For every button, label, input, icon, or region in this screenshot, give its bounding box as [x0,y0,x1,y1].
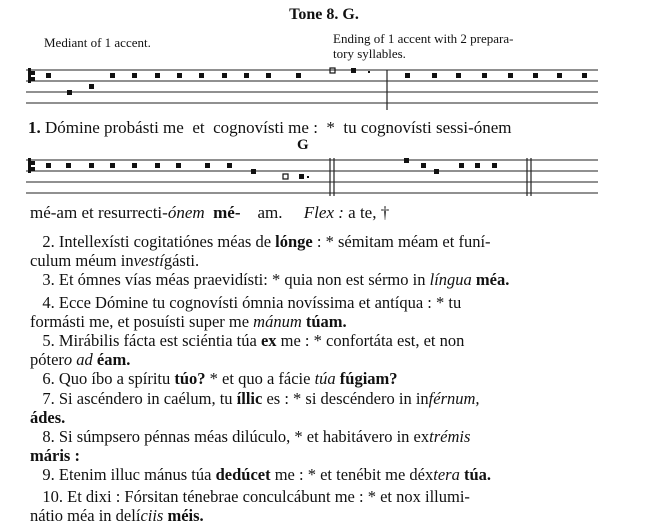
lyric-segment: ónem [473,118,512,137]
lyric-segment: cognovísti me : [213,118,318,137]
lyric-segment: * [326,118,335,137]
verse-9 [30,465,598,484]
verse-number: 3. [42,270,55,289]
verse-text: es : * si descéndero in in [262,389,429,408]
verse-5 [30,331,598,369]
page-title: Tone 8. G. [289,6,359,23]
verse-accent: túam. [305,312,347,331]
verse-text: gásti. [163,251,200,270]
flex-label: Flex : [303,203,344,222]
verse-accent: méa. [475,270,510,289]
lyric-segment: Dómine probásti me [45,118,184,137]
verse-4 [30,293,598,331]
lyric-segment: et [192,118,205,137]
verse-accent: méis. [167,506,204,525]
verse-number: 10. [42,487,63,506]
verse-text: Ecce Dómine tu cognovísti ómnia novíssima et antíqua : * tu [58,293,462,312]
verse-accent: éam. [96,350,131,369]
lyric-line-1 [28,118,512,138]
verse-preparatory: língua [429,270,472,289]
verse-text: póter [30,350,64,369]
lyric-line-2 [30,203,389,223]
verse-accent: ex [260,331,277,350]
verse-text: : * sémitam méam et funí- [312,232,491,251]
verse-text: Et ómnes vías méas praevidísti: * quia non est sérmo in [58,270,430,289]
verse-accent: túo? [174,369,206,388]
verse-text: formásti me, et posuísti super me [30,312,254,331]
chant-staff-2 [0,152,648,204]
verse-number: 1. [28,118,41,137]
verse-preparatory: o ad [63,350,93,369]
verse-preparatory: túa [314,369,336,388]
verse-accent: íllic [236,389,263,408]
verse-text: Si ascéndero in caélum, tu [58,389,237,408]
verse-text: me : * confortáta est, et non [276,331,465,350]
verse-text: Mirábilis fácta est sciéntia túa [58,331,261,350]
verse-number: 9. [42,465,55,484]
verse-number: 5. [42,331,55,350]
lyric-segment: ónem [167,203,205,222]
verse-accent: máris : [30,446,80,465]
verse-accent: túa. [463,465,492,484]
neumes-2 [46,158,497,179]
verse-accent: fúgiam? [339,369,398,388]
ending-heading-line2: tory syllables. [333,46,406,61]
verse-preparatory: férnum, [428,389,480,408]
verse-preparatory: tera [433,465,460,484]
chant-staff-1 [0,62,648,114]
verse-number: 6. [42,369,55,388]
verse-accent: lónge [275,232,313,251]
verse-number: 2. [42,232,55,251]
verse-text: Intellexísti cogitatiónes méas de [58,232,276,251]
verse-text: nátio méa in delí [30,506,141,525]
lyric-segment: mé- [213,203,241,222]
verse-preparatory: ciis [140,506,164,525]
lyric-segment: a te, † [348,203,390,222]
verse-text: * et quo a fácie [205,369,315,388]
verse-accent: dedúcet [215,465,271,484]
verse-preparatory: trémis [429,427,471,446]
verse-10 [30,487,598,525]
verse-number: 7. [42,389,55,408]
lyric-segment: tu cognovísti sessi- [343,118,474,137]
verse-text: Si súmpsero pénnas méas dilúculo, * et habitávero in ex [58,427,430,446]
verse-3 [30,270,598,289]
verse-text: culum méum in [30,251,134,270]
verse-preparatory: mánum [253,312,302,331]
verse-text: Et dixi : Fórsitan ténebrae conculcábunt me : * et nox illumi- [67,487,470,506]
verse-text: Etenim illuc mánus túa [58,465,216,484]
ending-heading-line1: Ending of 1 accent with 2 prepara- [333,31,514,46]
verse-8 [30,427,598,465]
lyric-segment: mé-am et resurrecti- [30,203,168,222]
lyric-segment: am. [257,203,283,222]
verse-number: 4. [42,293,55,312]
verse-preparatory: vestí [133,251,164,270]
verse-text: me : * et tenébit me déx [270,465,434,484]
verse-6 [30,369,598,388]
termination-label: G [297,137,309,153]
verse-accent: ádes. [30,408,66,427]
verse-text: Quo íbo a spíritu [58,369,175,388]
verse-2 [30,232,598,270]
verse-number: 8. [42,427,55,446]
verse-7 [30,389,598,427]
mediant-heading: Mediant of 1 accent. [44,35,151,50]
